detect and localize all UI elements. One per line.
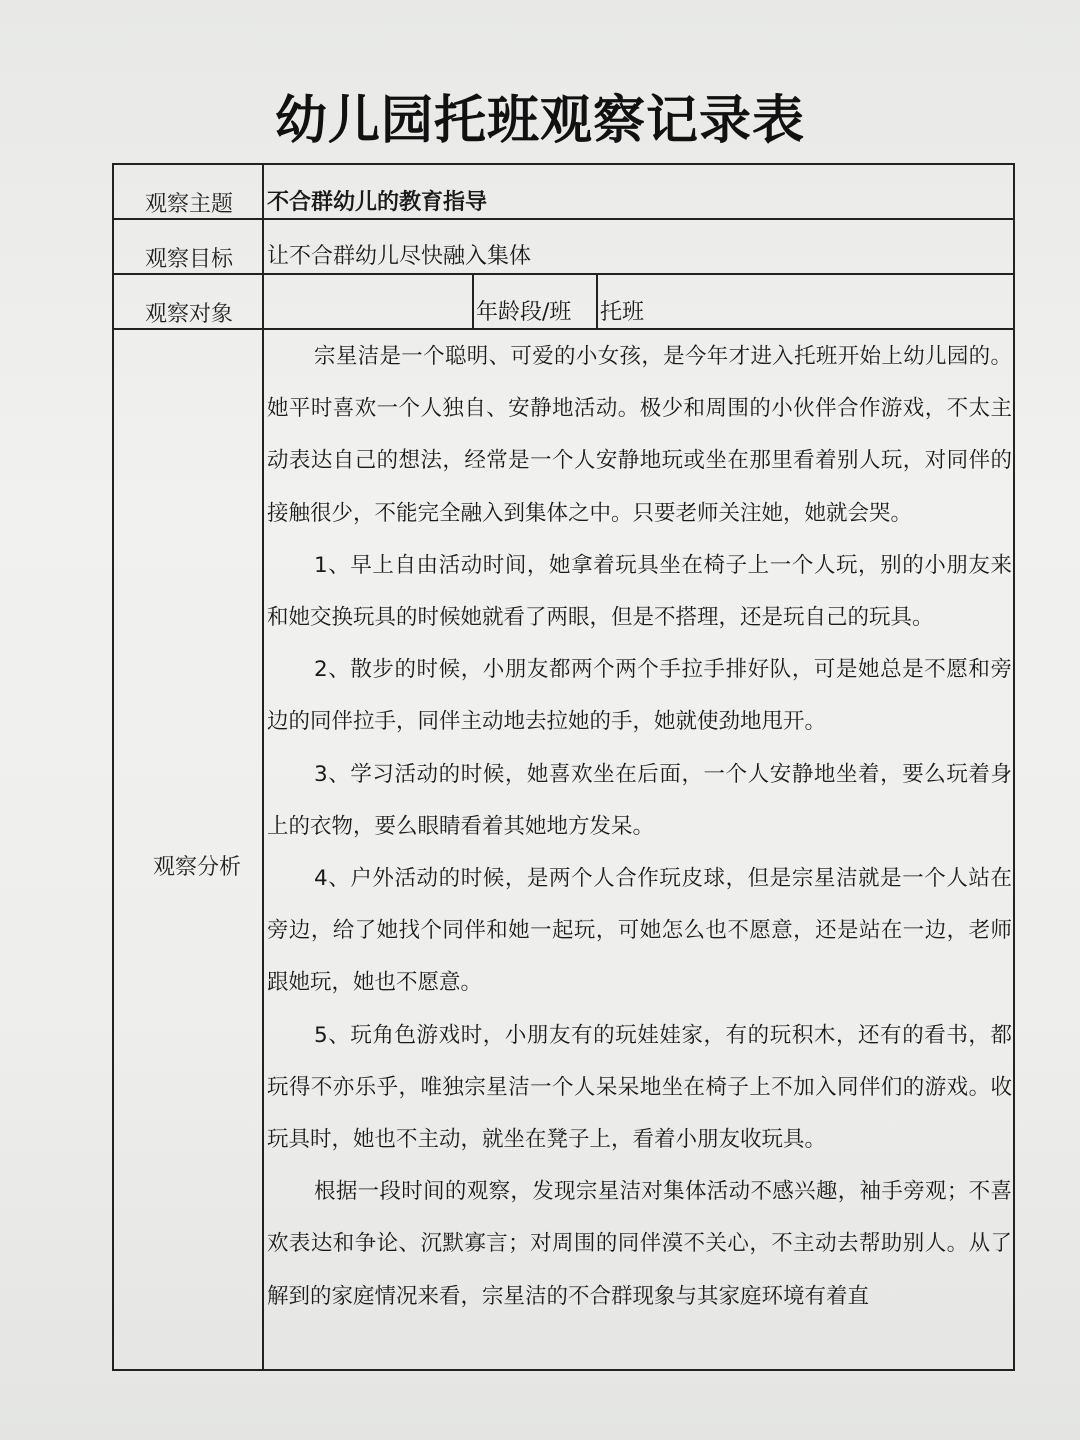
analysis-paragraph: 宗星洁是一个聪明、可爱的小女孩，是今年才进入托班开始上幼儿园的。她平时喜欢一个人独自、安静地活动。极少和周围的小伙伴合作游戏，不太主动表达自己的想法，经常是一个人安静地玩或坐在那里看着别人玩，对同伴的接触很少，不能完全融入到集体之中。只要老师关注她，她就会哭。 [267,344,1012,526]
analysis-paragraph: 根据一段时间的观察，发现宗星洁对集体活动不感兴趣，袖手旁观；不喜欢表达和争论、沉默寡言；对周围的同伴漠不关心，不主动去帮助别人。从了解到的家庭情况来看，宗星洁的不合群现象与其家庭环境有着直 [267,1179,1012,1309]
goal-value: 让不合群幼儿尽快融入集体 [267,244,532,269]
analysis-paragraph: 2、散步的时候，小朋友都两个两个手拉手排好队，可是她总是不愿和旁边的同伴拉手，同伴主动地去拉她的手，她就使劲地甩开。 [267,657,1012,735]
subject-column-divider [472,273,474,330]
analysis-label: 观察分析 [152,855,241,880]
age-group-value: 托班 [600,300,645,325]
analysis-paragraph: 1、早上自由活动时间，她拿着玩具坐在椅子上一个人玩，别的小朋友来和她交换玩具的时候她就看了两眼，但是不搭理，还是玩自己的玩具。 [267,552,1012,631]
analysis-paragraph: 5、玩角色游戏时，小朋友有的玩娃娃家，有的玩积木，还有的看书，都玩得不亦乐乎，唯独宗星洁一个人呆呆地坐在椅子上不加入同伴们的游戏。收玩具时，她也不主动，就坐在凳子上，看着小朋友收玩具。 [267,1022,1012,1153]
row-divider [114,273,1013,275]
theme-label: 观察主题 [144,192,233,217]
row-divider [114,218,1013,220]
label-column-divider [262,165,264,1369]
theme-value: 不合群幼儿的教育指导 [267,190,488,215]
analysis-text [267,331,1012,1323]
row-divider [114,328,1013,330]
observation-table [112,163,1015,1371]
analysis-paragraph: 4、户外活动的时候，是两个人合作玩皮球，但是宗星洁就是一个人站在旁边，给了她找个同伴和她一起玩，可她怎么也不愿意，还是站在一边，老师跟她玩，她也不愿意。 [267,866,1012,996]
subject-label: 观察对象 [144,302,233,327]
goal-label: 观察目标 [144,247,233,272]
analysis-paragraph: 3、学习活动的时候，她喜欢坐在后面，一个人安静地坐着，要么玩着身上的衣物，要么眼睛看着其她地方发呆。 [267,761,1012,839]
document-title: 幼儿园托班观察记录表 [274,91,805,151]
age-column-divider [596,273,598,330]
age-group-label: 年龄段/班 [476,300,572,325]
